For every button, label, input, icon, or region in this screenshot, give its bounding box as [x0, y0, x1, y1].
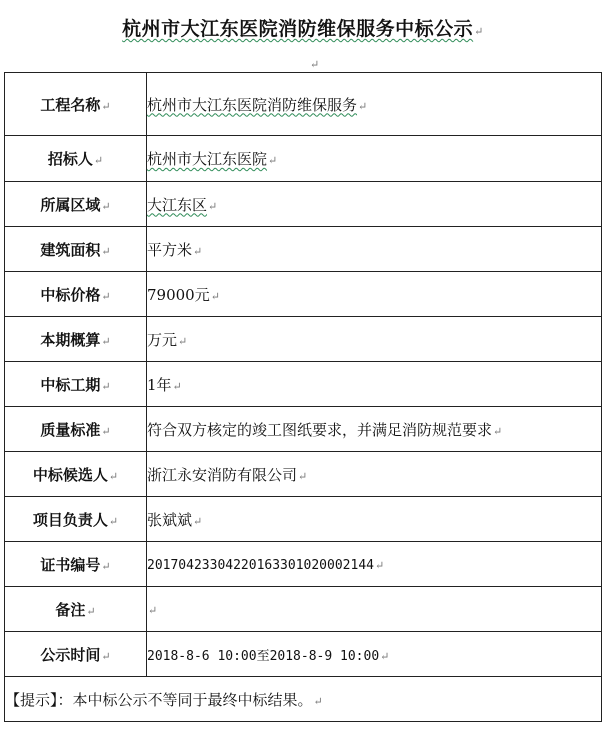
table-row: [5, 136, 602, 182]
label-cell: 招标人↵: [5, 136, 147, 182]
page-title: [0, 14, 606, 41]
value-cell: 79000元↵: [147, 272, 602, 317]
label-cell: 中标工期↵: [5, 362, 147, 407]
table-row: [5, 677, 602, 722]
label-cell: 本期概算↵: [5, 317, 147, 362]
label-cell: 建筑面积↵: [5, 227, 147, 272]
table-row: [5, 407, 602, 452]
value-cell: 杭州市大江东医院↵: [147, 136, 602, 182]
table-row: [5, 317, 602, 362]
table-row: [5, 542, 602, 587]
table-row: [5, 272, 602, 317]
table-row: [5, 497, 602, 542]
value-cell: 杭州市大江东医院消防维保服务↵: [147, 73, 602, 136]
paragraph-mark-icon: ↵: [474, 25, 484, 38]
table-row: [5, 632, 602, 677]
paragraph-mark-icon: ↵: [310, 58, 320, 71]
value-cell: 平方米↵: [147, 227, 602, 272]
value-cell: 1年↵: [147, 362, 602, 407]
value-cell: ↵: [147, 587, 602, 632]
table-row: [5, 182, 602, 227]
value-cell: 张斌斌↵: [147, 497, 602, 542]
label-cell: 公示时间↵: [5, 632, 147, 677]
table-row: [5, 73, 602, 136]
notice-cell: 【提示】：本中标公示不等同于最终中标结果。↵: [5, 677, 602, 722]
value-cell: 大江东区↵: [147, 182, 602, 227]
label-cell: 证书编号↵: [5, 542, 147, 587]
table-row: [5, 452, 602, 497]
label-cell: 备注↵: [5, 587, 147, 632]
label-cell: 中标价格↵: [5, 272, 147, 317]
label-cell: 中标候选人↵: [5, 452, 147, 497]
bid-result-table: [4, 72, 602, 722]
value-cell: 2018-8-6 10:00至2018-8-9 10:00↵: [147, 632, 602, 677]
value-cell: 20170423304220163301020002144↵: [147, 542, 602, 587]
value-cell: 浙江永安消防有限公司↵: [147, 452, 602, 497]
label-cell: 工程名称↵: [5, 73, 147, 136]
table-row: [5, 362, 602, 407]
label-cell: 所属区域↵: [5, 182, 147, 227]
value-cell: 万元↵: [147, 317, 602, 362]
title-text: 杭州市大江东医院消防维保服务中标公示: [122, 18, 474, 40]
value-cell: 符合双方核定的竣工图纸要求，并满足消防规范要求↵: [147, 407, 602, 452]
label-cell: 质量标准↵: [5, 407, 147, 452]
table-row: [5, 227, 602, 272]
label-cell: 项目负责人↵: [5, 497, 147, 542]
table-row: [5, 587, 602, 632]
